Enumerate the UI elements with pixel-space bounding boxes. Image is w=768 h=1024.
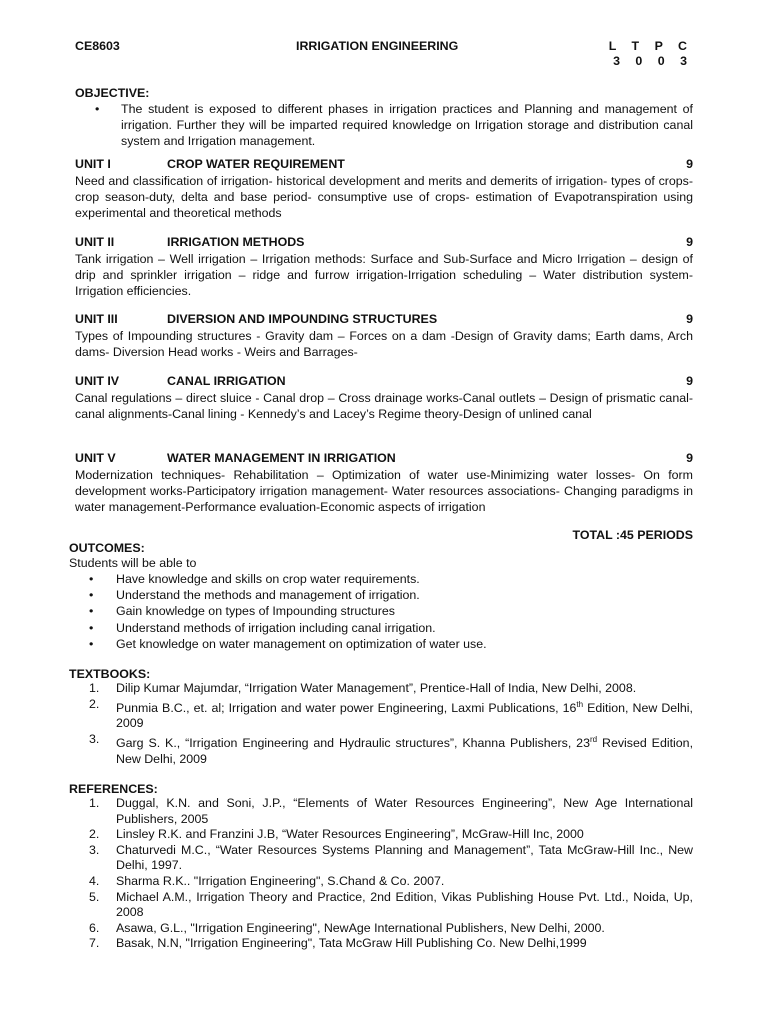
list-item [69, 732, 693, 767]
list-item [69, 874, 693, 890]
item-number: 6. [89, 920, 100, 935]
reference-text: Michael A.M., Irrigation Theory and Practice, 2nd Edition, Vikas Publishing House Pvt. Ltd., Noida, Up, 2008 [116, 889, 693, 920]
unit-content: Modernization techniques- Rehabilitation – Optimization of water use-Minimizing water losses- On form development works-Participatory irrigation management- Water resources associations- Changing paradigms in water management-Performance evaluation-Economic aspects of irrigation [75, 468, 693, 514]
reference-text: Linsley R.K. and Franzini J.B, “Water Resources Engineering”, McGraw-Hill Inc, 2000 [116, 827, 584, 842]
list-item [75, 101, 693, 150]
item-number: 4. [89, 873, 100, 888]
textbooks-heading: TEXTBOOKS: [69, 667, 151, 681]
bullet-icon: • [89, 620, 94, 635]
textbooks-section [69, 667, 693, 767]
reference-text: Asawa, G.L., "Irrigation Engineering", NewAge International Publishers, New Delhi, 2000. [116, 920, 605, 935]
reference-text: Sharma R.K.. "Irrigation Engineering", S.Chand & Co. 2007. [116, 873, 445, 888]
list-item [69, 796, 693, 827]
course-title: IRRIGATION ENGINEERING [296, 39, 459, 53]
item-number: 3. [89, 731, 100, 746]
item-number: 2. [89, 696, 100, 711]
list-item [69, 603, 693, 619]
unit-hours: 9 [686, 451, 693, 465]
outcome-text: Get knowledge on water management on optimization of water use. [116, 636, 487, 651]
textbook-text: Garg S. K., “Irrigation Engineering and Hydraulic structures”, Khanna Publishers, 23 [116, 736, 590, 751]
unit-3 [75, 312, 693, 360]
list-item [69, 843, 693, 874]
unit-1 [75, 157, 693, 221]
unit-hours: 9 [686, 157, 693, 171]
outcome-text: Gain knowledge on types of Impounding structures [116, 604, 395, 619]
unit-title: WATER MANAGEMENT IN IRRIGATION [167, 451, 396, 465]
ltpc-values: 3 0 0 3 [613, 54, 693, 68]
textbook-text-cont: Revised Edition, New Delhi, 2009 [116, 736, 694, 766]
unit-4 [75, 374, 693, 422]
unit-2 [75, 235, 693, 299]
list-item [69, 636, 693, 652]
textbook-text-cont: Edition, New Delhi, 2009 [116, 700, 694, 731]
list-item [69, 587, 693, 603]
reference-text: Chaturvedi M.C., “Water Resources Systems Planning and Management”, Tata McGraw-Hill Inc., New Delhi, 1997. [116, 842, 693, 873]
unit-5 [75, 451, 693, 515]
unit-title: CANAL IRRIGATION [167, 374, 286, 388]
bullet-icon: • [89, 572, 94, 586]
references-heading: REFERENCES: [69, 782, 158, 796]
unit-number: UNIT III [75, 312, 118, 326]
unit-content: Tank irrigation – Well irrigation – Irrigation methods: Surface and Sub-Surface and Micro Irrigation – design of drip and sprinkler irrigation – ridge and furrow irrigation-Irrigation scheduling – Water distribution system- Irrigation efficiencies. [75, 252, 693, 298]
unit-content: Need and classification of irrigation- historical development and merits and demerits of irrigation- types of crops-crop season-duty, delta and base period- consumptive use of crops- estimation of Evapotranspiration using experimental and theoretical methods [75, 174, 693, 220]
item-number: 1. [89, 796, 100, 810]
ltpc-block [609, 39, 693, 69]
unit-number: UNIT II [75, 235, 115, 249]
objective-text: The student is exposed to different phases in irrigation practices and Planning and management of irrigation. Further they will be imparted required knowledge on Irrigation storage and distribution canal system and Irrigation management. [121, 102, 693, 149]
superscript: rd [589, 734, 598, 744]
references-section [69, 782, 693, 952]
list-item [69, 921, 693, 937]
reference-text: Duggal, K.N. and Soni, J.P., “Elements of Water Resources Engineering”, New Age International Publishers, 2005 [116, 796, 693, 826]
unit-title: DIVERSION AND IMPOUNDING STRUCTURES [167, 312, 438, 326]
list-item [69, 571, 693, 587]
outcome-text: Have knowledge and skills on crop water requirements. [116, 572, 420, 586]
item-number: 2. [89, 827, 100, 842]
superscript: th [576, 699, 584, 709]
list-item [69, 697, 693, 732]
page-header [75, 39, 693, 71]
list-item [69, 936, 693, 952]
unit-title: CROP WATER REQUIREMENT [167, 157, 345, 171]
bullet-icon: • [89, 588, 94, 603]
unit-content: Types of Impounding structures - Gravity dam – Forces on a dam -Design of Gravity dams; Earth dams, Arch dams- Diversion Head works - Weirs and Barrages- [75, 329, 693, 359]
textbook-text: Punmia B.C., et. al; Irrigation and water power Engineering, Laxmi Publications, 16 [116, 700, 577, 715]
list-item [69, 681, 693, 697]
outcomes-heading: OUTCOMES: [69, 541, 145, 555]
item-number: 5. [89, 889, 100, 904]
unit-number: UNIT I [75, 157, 111, 171]
unit-number: UNIT IV [75, 374, 120, 388]
outcome-text: Understand methods of irrigation including canal irrigation. [116, 620, 436, 635]
item-number: 3. [89, 842, 100, 857]
item-number: 7. [89, 936, 100, 951]
textbook-text: Dilip Kumar Majumdar, “Irrigation Water Management”, Prentice-Hall of India, New Delhi, 2008. [116, 681, 637, 695]
bullet-icon: • [89, 636, 94, 651]
outcomes-section [69, 541, 693, 652]
outcomes-intro: Students will be able to [69, 556, 197, 570]
bullet-icon: • [95, 102, 100, 116]
unit-hours: 9 [686, 374, 693, 388]
total-periods: TOTAL :45 PERIODS [572, 528, 693, 542]
objective-heading: OBJECTIVE: [75, 86, 150, 100]
bullet-icon: • [89, 604, 94, 619]
unit-title: IRRIGATION METHODS [167, 235, 305, 249]
reference-text: Basak, N.N, "Irrigation Engineering", Tata McGraw Hill Publishing Co. New Delhi,1999 [116, 936, 587, 951]
course-code: CE8603 [75, 39, 120, 53]
ltpc-labels: L T P C [608, 39, 693, 53]
objective-section [75, 86, 693, 150]
list-item [69, 890, 693, 921]
outcome-text: Understand the methods and management of irrigation. [116, 588, 420, 603]
unit-hours: 9 [686, 235, 693, 249]
unit-hours: 9 [686, 312, 693, 326]
list-item [69, 827, 693, 843]
unit-number: UNIT V [75, 451, 116, 465]
unit-content: Canal regulations – direct sluice - Canal drop – Cross drainage works-Canal outlets – Design of prismatic canal-canal alignments-Canal lining - Kennedy’s and Lacey’s Regime theory-Design of unlined canal [75, 391, 693, 421]
item-number: 1. [89, 681, 100, 695]
list-item [69, 620, 693, 636]
